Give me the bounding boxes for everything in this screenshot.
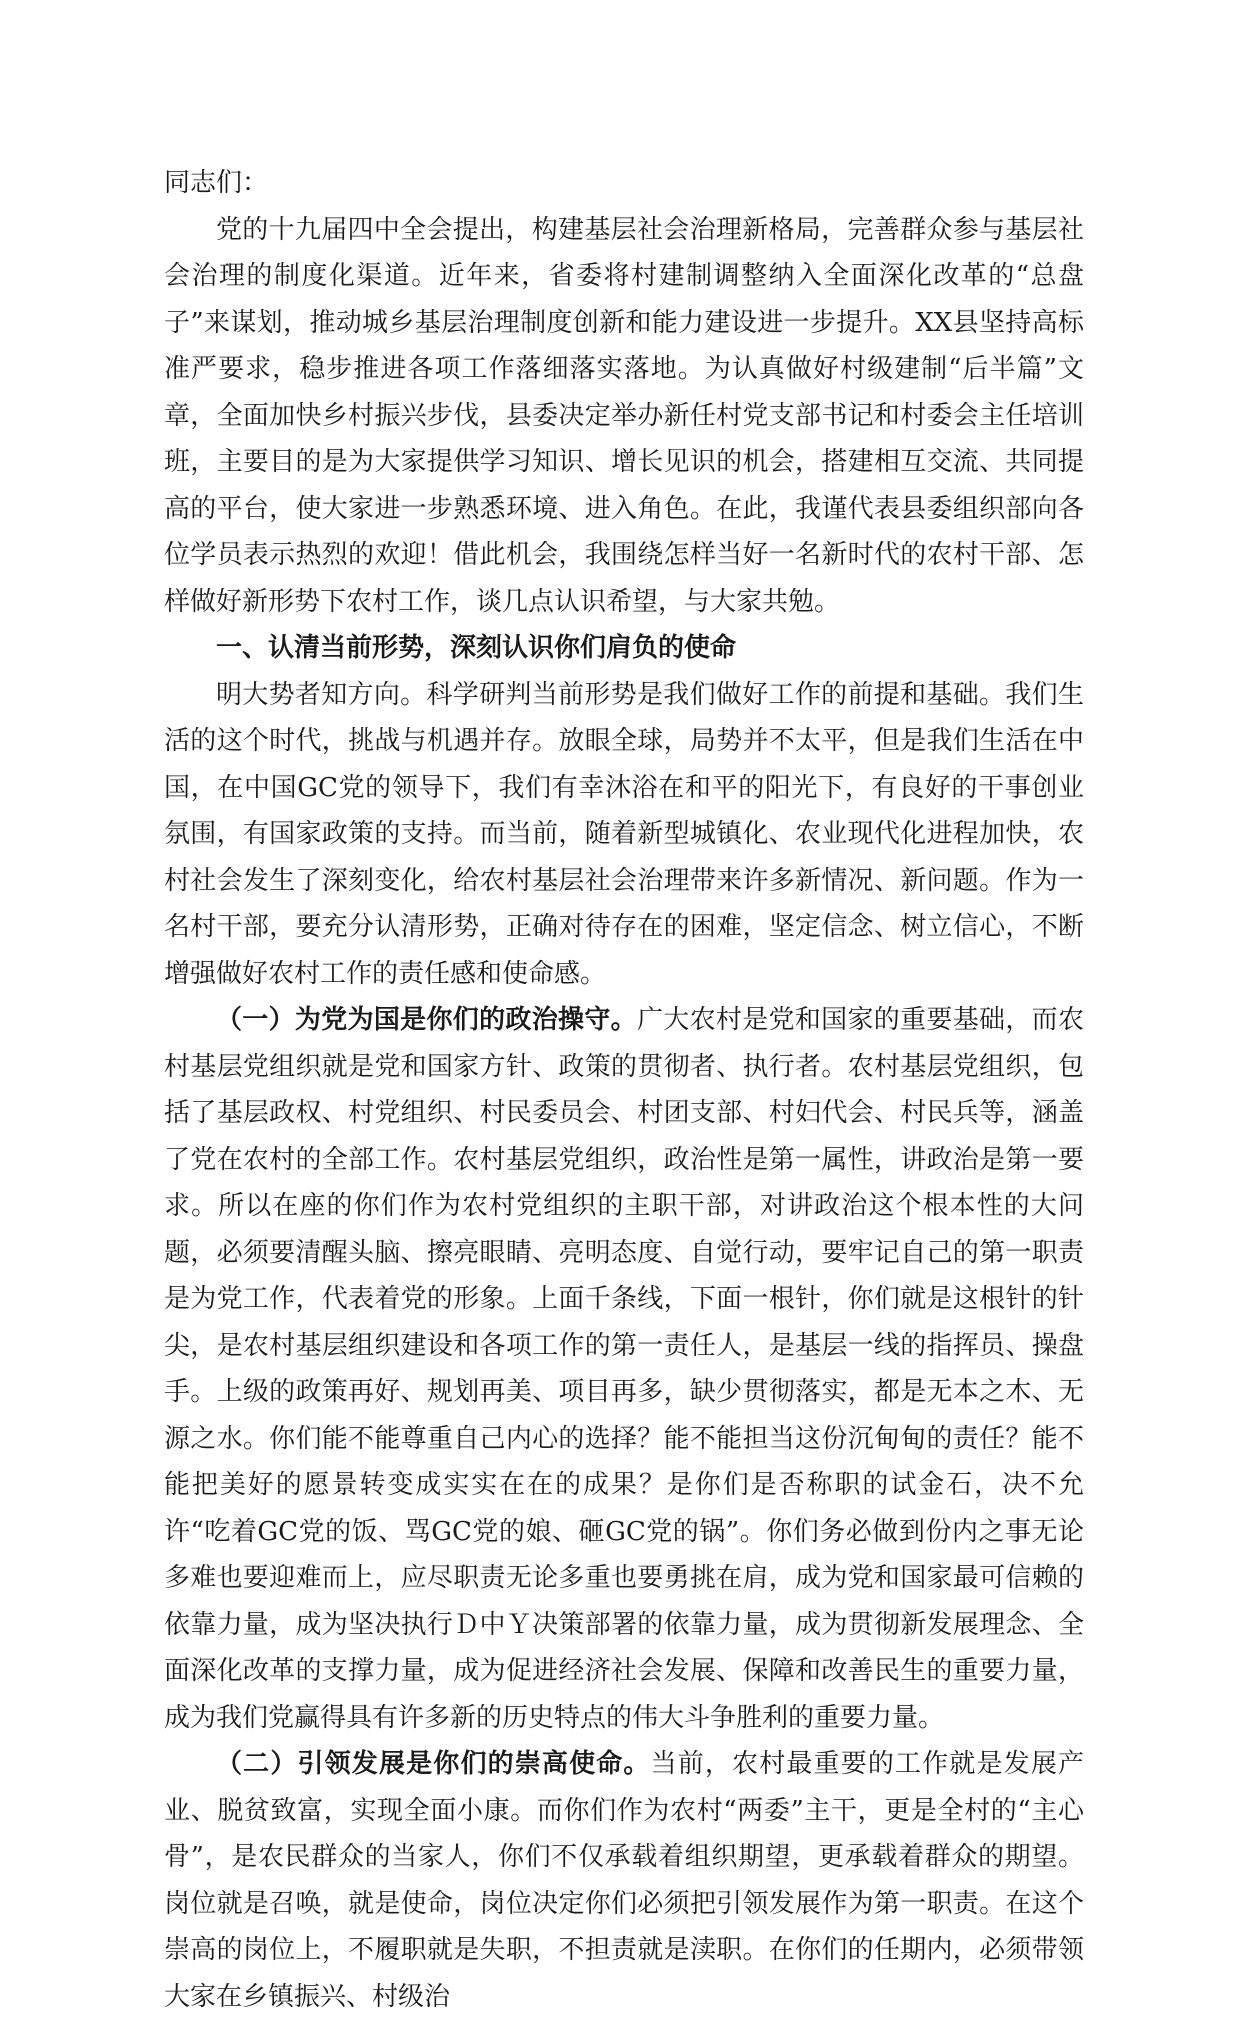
section-1-heading: 一、认清当前形势，深刻认识你们肩负的使命 bbox=[216, 633, 737, 663]
document-page bbox=[164, 160, 1084, 2020]
point-1-paragraph bbox=[164, 997, 1084, 1741]
salutation: 同志们： bbox=[164, 168, 269, 198]
section-1-paragraph: 明大势者知方向。科学研判当前形势是我们做好工作的前提和基础。我们生活的这个时代，挑战与机遇并存。放眼全球，局势并不太平，但是我们生活在中国，在中国GC党的领导下，我们有幸沐浴在和平的阳光下，有良好的干事创业氛围，有国家政策的支持。而当前，随着新型城镇化、农业现代化进程加快，农村社会发生了深刻变化，给农村基层社会治理带来许多新情况、新问题。作为一名村干部，要充分认清形势，正确对待存在的困难，坚定信念、树立信心，不断增强做好农村工作的责任感和使命感。 bbox=[164, 679, 1084, 989]
point-2-paragraph bbox=[164, 1741, 1084, 2020]
point-2-body: 当前，农村最重要的工作就是发展产业、脱贫致富，实现全面小康。而你们作为农村“两委”主干，更是全村的“主心骨”，是农民群众的当家人，你们不仅承载着组织期望，更承载着群众的期望。岗位就是召唤，就是使命，岗位决定你们必须把引领发展作为第一职责。在这个崇高的岗位上，不履职就是失职，不担责就是渎职。在你们的任期内，必须带领大家在乡镇振兴、村级治 bbox=[164, 1749, 1084, 2012]
point-1-lead: （一）为党为国是你们的政治操守。 bbox=[216, 1005, 637, 1035]
point-1-body: 广大农村是党和国家的重要基础，而农村基层党组织就是党和国家方针、政策的贯彻者、执行者。农村基层党组织，包括了基层政权、村党组织、村民委员会、村团支部、村妇代会、村民兵等，涵盖了党在农村的全部工作。农村基层党组织，政治性是第一属性，讲政治是第一要求。所以在座的你们作为农村党组织的主职干部，对讲政治这个根本性的大问题，必须要清醒头脑、擦亮眼睛、亮明态度、自觉行动，要牢记自己的第一职责是为党工作，代表着党的形象。上面千条线，下面一根针，你们就是这根针的针尖，是农村基层组织建设和各项工作的第一责任人，是基层一线的指挥员、操盘手。上级的政策再好、规划再美、项目再多，缺少贯彻落实，都是无本之木、无源之水。你们能不能尊重自己内心的选择？能不能担当这份沉甸甸的责任？能不能把美好的愿景转变成实实在在的成果？是你们是否称职的试金石，决不允许“吃着GC党的饭、骂GC党的娘、砸GC党的锅”。你们务必做到份内之事无论多难也要迎难而上，应尽职责无论多重也要勇挑在肩，成为党和国家最可信赖的依靠力量，成为坚决执行Ｄ中Ｙ决策部署的依靠力量，成为贯彻新发展理念、全面深化改革的支撑力量，成为促进经济社会发展、保障和改善民生的重要力量，成为我们党赢得具有许多新的历史特点的伟大斗争胜利的重要力量。 bbox=[164, 1005, 1084, 1733]
intro-paragraph: 党的十九届四中全会提出，构建基层社会治理新格局，完善群众参与基层社会治理的制度化渠道。近年来，省委将村建制调整纳入全面深化改革的“总盘子”来谋划，推动城乡基层治理制度创新和能力建设进一步提升。XX县坚持高标准严要求，稳步推进各项工作落细落实落地。为认真做好村级建制“后半篇”文章，全面加快乡村振兴步伐，县委决定举办新任村党支部书记和村委会主任培训班，主要目的是为大家提供学习知识、增长见识的机会，搭建相互交流、共同提高的平台，使大家进一步熟悉环境、进入角色。在此，我谨代表县委组织部向各位学员表示热烈的欢迎！借此机会，我围绕怎样当好一名新时代的农村干部、怎样做好新形势下农村工作，谈几点认识希望，与大家共勉。 bbox=[164, 214, 1084, 617]
point-2-lead: （二）引领发展是你们的崇高使命。 bbox=[216, 1749, 651, 1779]
